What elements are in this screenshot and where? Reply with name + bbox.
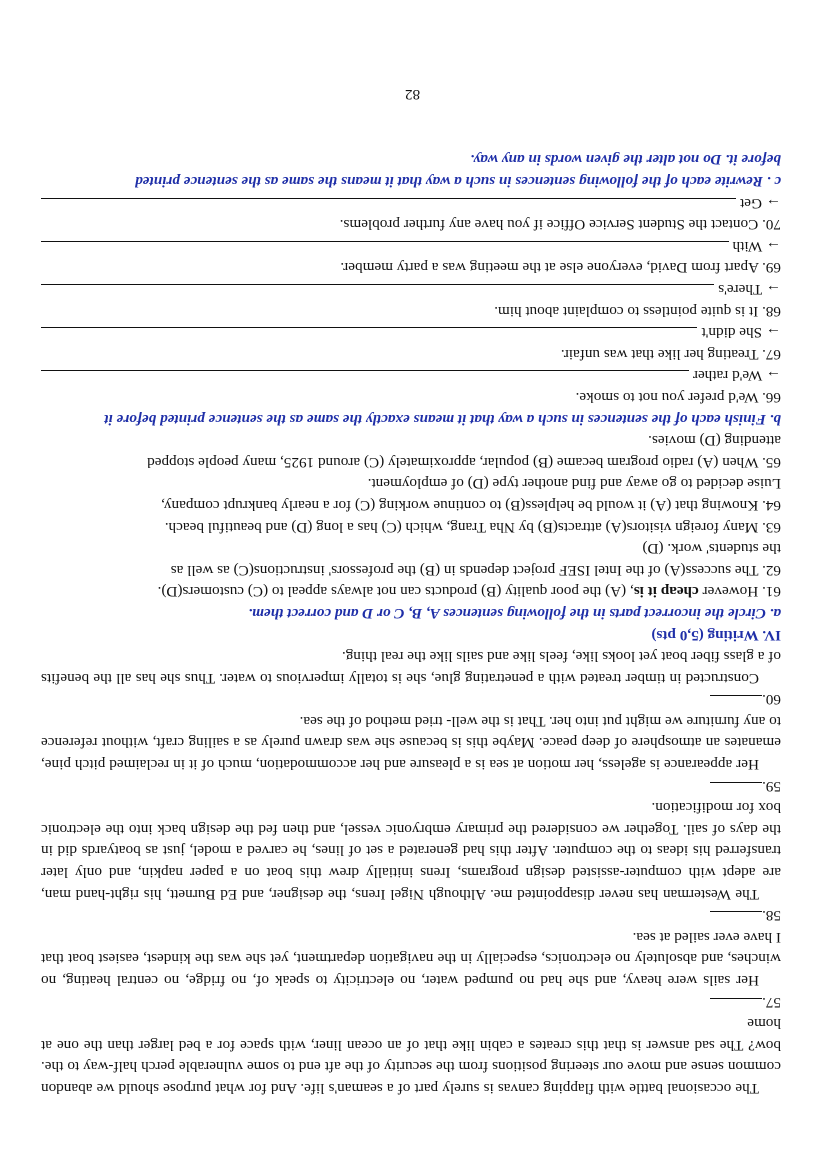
gap-59-blank[interactable] (710, 782, 762, 797)
q67-answer-line[interactable] (41, 327, 697, 343)
q68-start: → There's (718, 281, 781, 299)
question-69-answer (41, 235, 781, 257)
question-67-prompt: 67. Treating her like that was unfair. (560, 345, 781, 363)
passage-paragraph-2: Her sails were heavy, and she had no pumped water, no electricity to speak of, no fridge, no central heating, no winches, and absolutely no electronics, especially in the navigation department, yet she was the kindest, easiest boat that I have ever sailed at sea. (41, 928, 781, 990)
q69-start: → With (732, 237, 781, 255)
gap-57-blank[interactable] (710, 998, 762, 1013)
gap-58-number: 58. (762, 907, 781, 925)
question-64-line-2: Luise decided to go away and find another type (D) of employment. (367, 475, 781, 493)
question-67-answer (41, 322, 781, 344)
q61-rest: , (A) the poor quality (B) products can not always appeal to (C) customers(D). (157, 583, 634, 601)
part-b-instruction: b. Finish each of the sentences in such a way that it means exactly the same as the sentence printed before it (104, 410, 781, 428)
gap-57 (41, 991, 781, 1013)
question-61 (41, 581, 781, 603)
question-64-line-1: 64. Knowing that (A) it would be helpless(B) to continue working (C) for a nearly bankrupt company, (161, 496, 781, 514)
q67-start: → She didn't (701, 324, 781, 342)
gap-59 (41, 775, 781, 797)
question-65-line-1: 65. When (A) radio program became (B) popular, approximately (C) around 1925, many people stopped (147, 453, 781, 471)
q69-answer-line[interactable] (41, 241, 729, 257)
question-70-answer (41, 192, 781, 214)
q68-answer-line[interactable] (41, 284, 714, 300)
question-63: 63. Many foreign visitors(A) attracts(B) by Nha Trang, which (C) has a long (D) and beautiful beach. (164, 518, 781, 536)
gap-58-blank[interactable] (710, 911, 762, 926)
content-column (41, 149, 781, 1099)
q61-start: 61. However (698, 583, 781, 601)
gap-60 (41, 689, 781, 711)
gap-60-blank[interactable] (710, 695, 762, 710)
part-c-instruction-line-2: before it. Do not alter the given words in any way. (470, 151, 781, 169)
q66-answer-line[interactable] (41, 370, 689, 386)
part-c-instruction-line-1: c . Rewrite each of the following sentences in such a way that it means the same as the sentence printed (135, 173, 781, 191)
q70-answer-line[interactable] (41, 198, 736, 214)
gap-58 (41, 905, 781, 927)
question-62-line-1: 62. The success(A) of the Intel ISEF project depends in (B) the professors' instructions(C) as well as (170, 561, 781, 579)
section-iv-title: IV. Writing (5,0 pts) (651, 626, 781, 644)
passage-paragraph-3: The Westerman has never disappointed me. Although Nigel Irens, the designer, and Ed Burnett, his right-hand man, are adept with computer-assisted design programs, Irens initially drew this boat on a paper napkin, and only later transferred his ideas to the computer. After this had generated a set of lines, he carved a model, just as boatyards did in the days of sail. Together we considered the primary embryonic vessel, and then fed the design back into the electronic box for modification. (41, 799, 781, 903)
question-65-line-2: attending (D) movies. (648, 432, 781, 450)
question-66-answer (41, 365, 781, 387)
question-68-answer (41, 278, 781, 300)
gap-60-number: 60. (762, 691, 781, 709)
part-a-instruction: a. Circle the incorrect parts in the following sentences A, B, C or D and correct them. (248, 604, 781, 622)
passage-paragraph-1: The occasional battle with flapping canvas is surely part of a seaman's life. And for what purpose should we abandon common sense and move our steering positions from the security of the aft end to some vulnerable perch half-way to the. bow? The sad answer is that this creates a cabin like that of an ocean liner, with space for a bed larger than the one at home (41, 1015, 781, 1097)
gap-59-number: 59. (762, 777, 781, 795)
passage-paragraph-4: Her appearance is ageless, her motion at sea is a pleasure and her accommodation, much of it in reclaimed pitch pine, emanates an atmosphere of deep peace. Maybe this is because she was drawn purely as a sailing craft, without reference to any furniture we might put into her. That is the well- tried method of the sea. (41, 712, 781, 774)
q61-bold: cheap it is (633, 583, 699, 601)
page-number: 82 (404, 86, 421, 103)
gap-57-number: 57. (762, 993, 781, 1011)
question-68-prompt: 68. It is quite pointless to complaint about him. (494, 302, 781, 320)
question-62-line-2: the students' work. (D) (642, 540, 781, 558)
passage-paragraph-5: Constructed in timber treated with a penetrating glue, she is totally impervious to water. Thus she has all the benefits of a glass fiber boat yet looks like, feels like and sails like the real thing. (41, 648, 781, 687)
q66-start: → We'd rather (692, 367, 781, 385)
q70-start: → Get (740, 194, 781, 212)
question-69-prompt: 69. Apart from David, everyone else at the meeting was a party member. (340, 259, 781, 277)
question-70-prompt: 70. Contact the Student Service Office if you have any further problems. (339, 216, 781, 234)
question-66-prompt: 66. We'd prefer you not to smoke. (575, 389, 781, 406)
